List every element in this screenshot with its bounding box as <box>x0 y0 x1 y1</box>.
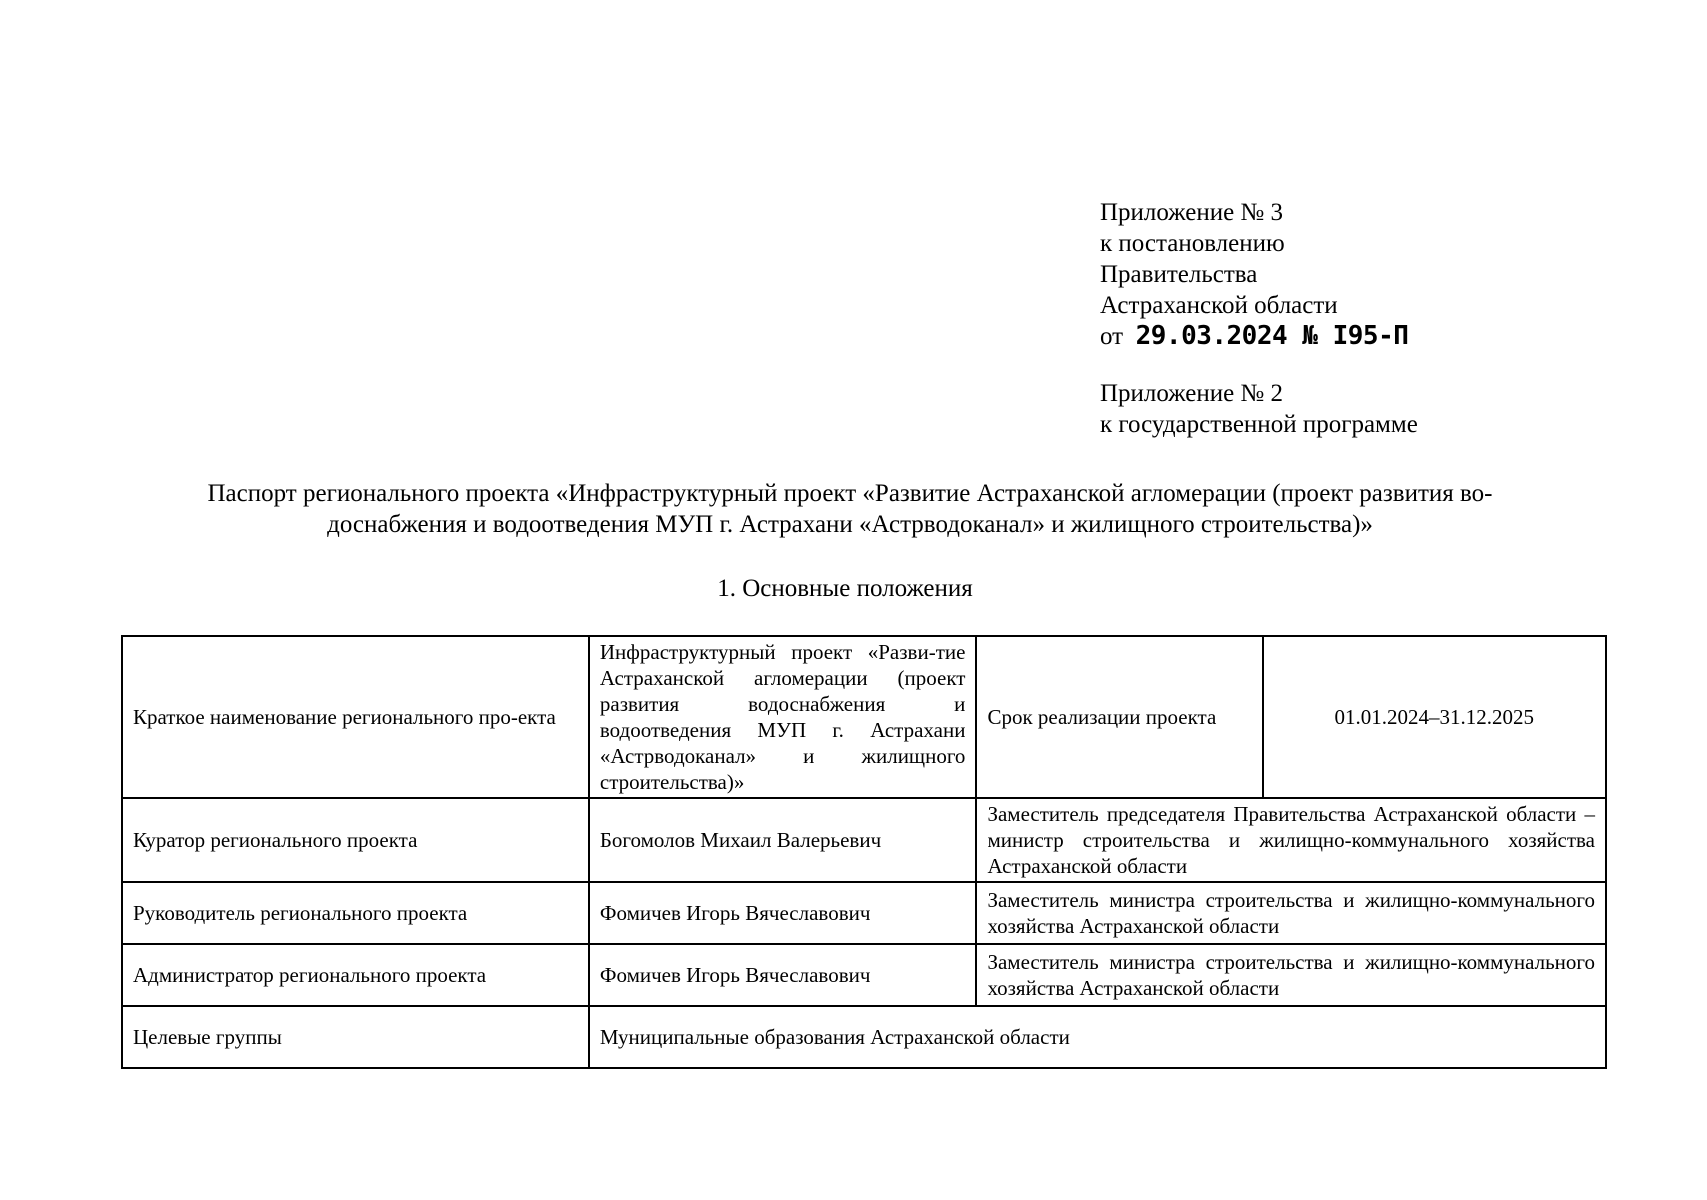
appendix-line: Правительства <box>1100 261 1258 288</box>
curator-position-cell: Заместитель председателя Правительства Астраханской области – министр строительства и жилищно-коммунального хозяйства Астраханской области <box>976 798 1606 882</box>
target-groups-value-cell: Муниципальные образования Астраханской области <box>589 1006 1606 1068</box>
curator-name-cell: Богомолов Михаил Валерьевич <box>589 798 977 882</box>
appendix-line: к постановлению <box>1100 230 1285 257</box>
head-label-cell: Руководитель регионального проекта <box>122 882 589 944</box>
table-row <box>122 798 1606 882</box>
title-line: Паспорт регионального проекта «Инфраструктурный проект «Развитие Астраханской агломерации (проект развития во- <box>207 480 1493 507</box>
document-title <box>120 478 1580 540</box>
section-heading: 1. Основные положения <box>717 575 973 602</box>
head-position-cell: Заместитель министра строительства и жилищно-коммунального хозяйства Астраханской области <box>976 882 1606 944</box>
admin-position-cell: Заместитель министра строительства и жилищно-коммунального хозяйства Астраханской области <box>976 944 1606 1006</box>
table-row <box>122 636 1606 798</box>
term-value-cell: 01.01.2024–31.12.2025 <box>1263 636 1606 798</box>
short-name-value-cell: Инфраструктурный проект «Разви-тие Астраханской агломерации (проект развития водоснабжения и водоотведения МУП г. Астрахани «Астрводоканал» и жилищного строительства)» <box>589 636 977 798</box>
short-name-label-cell: Краткое наименование регионального про-екта <box>122 636 589 798</box>
appendix-block <box>1100 197 1418 440</box>
head-name-cell: Фомичев Игорь Вячеславович <box>589 882 977 944</box>
table-row <box>122 944 1606 1006</box>
title-line: доснабжения и водоотведения МУП г. Астрахани «Астрводоканал» и жилищного строительства)» <box>327 511 1373 538</box>
appendix-line: Астраханской области <box>1100 292 1338 319</box>
appendix-date-line <box>1100 321 1418 352</box>
date-stamp: 29.03.2024 № I95-П <box>1135 321 1409 351</box>
spacer <box>1100 352 1418 378</box>
appendix-line: Приложение № 3 <box>1100 199 1284 226</box>
appendix-line: к государственной программе <box>1100 411 1418 438</box>
appendix-line: Приложение № 2 <box>1100 380 1284 407</box>
table-row <box>122 882 1606 944</box>
table-row <box>122 1006 1606 1068</box>
curator-label-cell: Куратор регионального проекта <box>122 798 589 882</box>
project-passport-table <box>121 635 1607 1069</box>
admin-name-cell: Фомичев Игорь Вячеславович <box>589 944 977 1006</box>
target-groups-label-cell: Целевые группы <box>122 1006 589 1068</box>
date-prefix: от <box>1100 323 1124 350</box>
term-label-cell: Срок реализации проекта <box>976 636 1262 798</box>
admin-label-cell: Администратор регионального проекта <box>122 944 589 1006</box>
